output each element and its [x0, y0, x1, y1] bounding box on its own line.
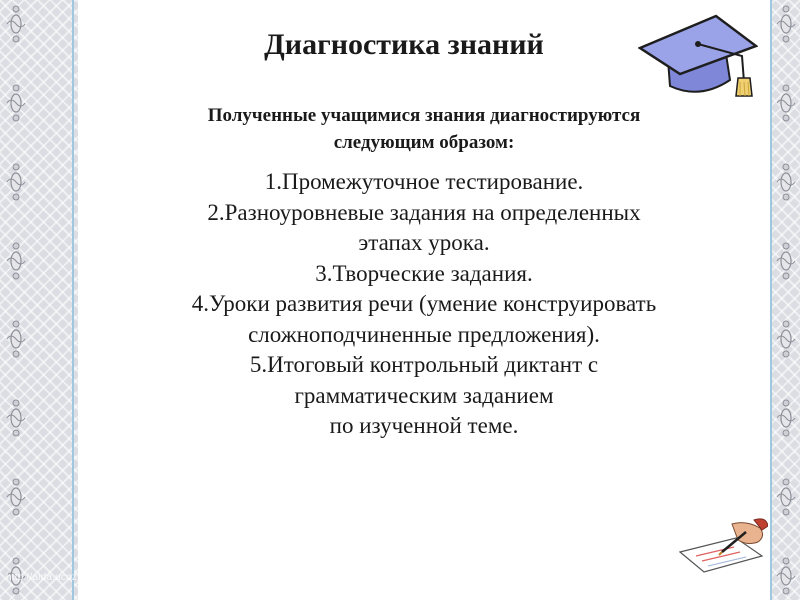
intro-text: [78, 102, 770, 156]
pearl-ornament-icon: [5, 162, 27, 202]
list-item-line: грамматическим заданием: [294, 382, 554, 408]
list-item: [78, 259, 770, 290]
list-item-line: 2.Разноуровневые задания на определенных: [207, 199, 641, 225]
list-item: [78, 289, 770, 350]
list-item: [78, 167, 770, 198]
pearl-ornament-icon: [775, 4, 797, 44]
pearl-ornament-icon: [5, 319, 27, 359]
intro-line: Полученные учащимися знания диагностируются: [207, 105, 641, 126]
pearl-ornament-icon: [775, 319, 797, 359]
hand-writing-icon: [676, 516, 768, 576]
left-border-line: [72, 0, 74, 600]
slide-title: Диагностика знаний: [264, 28, 544, 61]
pearl-ornament-icon: [775, 556, 797, 596]
list-item-line: 4.Уроки развития речи (умение конструировать: [191, 291, 657, 316]
graduation-cap-icon: [638, 8, 758, 104]
left-border-ornaments: [3, 4, 29, 596]
pearl-ornament-icon: [775, 398, 797, 438]
pearl-ornament-icon: [5, 477, 27, 517]
list-item-line: 3.Творческие задания.: [315, 260, 533, 286]
list-item: [78, 350, 770, 442]
intro-line: следующим образом:: [333, 132, 515, 153]
right-border-ornaments: [773, 4, 799, 596]
list-item-line: сложноподчиненные предложения).: [248, 321, 600, 347]
diagnostics-list: [78, 167, 770, 442]
list-item-line: 1.Промежуточное тестирование.: [264, 169, 584, 194]
list-item: [78, 198, 770, 259]
list-item-line: этапах урока.: [358, 230, 490, 255]
watermark: http://aida.ucoz.ru: [6, 572, 90, 583]
list-item-line: 5.Итоговый контрольный диктант с: [249, 352, 599, 377]
list-item-line: по изученной теме.: [329, 413, 519, 438]
pearl-ornament-icon: [5, 4, 27, 44]
pearl-ornament-icon: [775, 162, 797, 202]
pearl-ornament-icon: [5, 83, 27, 123]
pearl-ornament-icon: [5, 241, 27, 281]
right-border-line: [770, 0, 772, 600]
pearl-ornament-icon: [775, 477, 797, 517]
pearl-ornament-icon: [775, 83, 797, 123]
slide-content: [78, 0, 770, 600]
pearl-ornament-icon: [775, 241, 797, 281]
pearl-ornament-icon: [5, 398, 27, 438]
